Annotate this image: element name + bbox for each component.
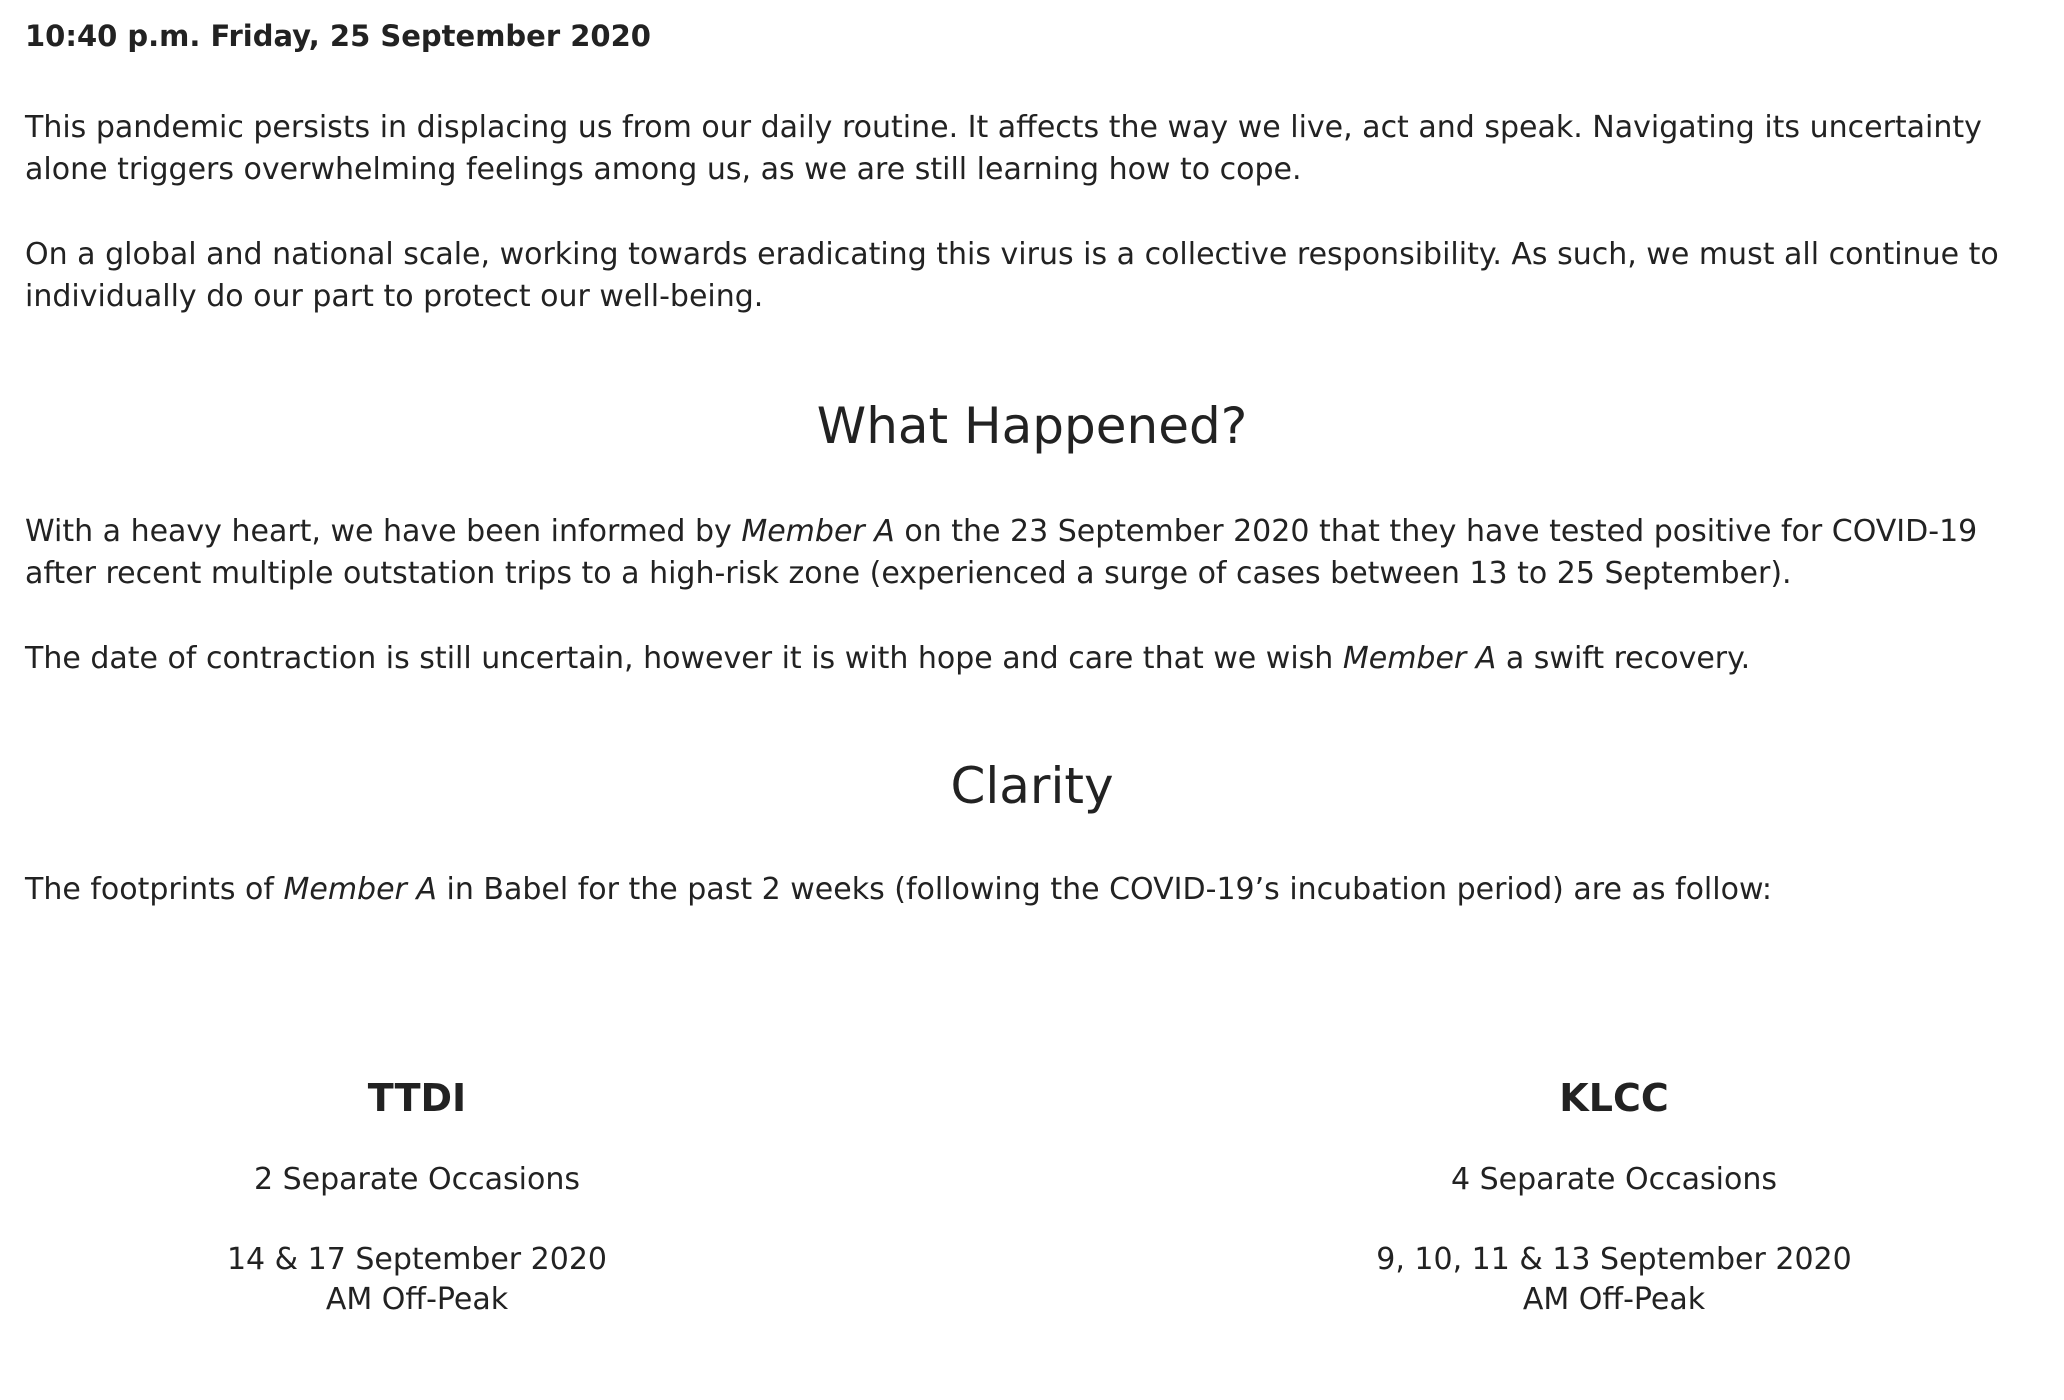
post-timestamp: 10:40 p.m. Friday, 25 September 2020 xyxy=(25,19,651,53)
location-occasions: 4 Separate Occasions xyxy=(1451,1162,1777,1197)
location-card-klcc xyxy=(1264,1074,1964,1320)
intro-paragraph-2: On a global and national scale, working towards eradicating this virus is a collective responsibility. As such, we must all continue to individually do our part to protect our well-being. xyxy=(25,237,1999,314)
location-occasions: 2 Separate Occasions xyxy=(254,1162,580,1197)
clarity-paragraph: The footprints of Member A in Babel for the past 2 weeks (following the COVID-19’s incubation period) are as follow: xyxy=(25,872,1772,907)
member-a-reference: Member A xyxy=(283,872,437,907)
intro-paragraph-1: This pandemic persists in displacing us from our daily routine. It affects the way we live, act and speak. Navigating its uncertainty alone triggers overwhelming feelings among us, as we are still learning how to cope. xyxy=(25,110,1982,187)
location-time: AM Off-Peak xyxy=(325,1282,509,1317)
location-dates: 14 & 17 September 2020 xyxy=(226,1242,608,1277)
member-a-reference: Member A xyxy=(1342,641,1497,676)
what-happened-paragraph-2: The date of contraction is still uncertain, however it is with hope and care that we wish Member A a swift recovery. xyxy=(25,641,1751,676)
what-happened-heading: What Happened? xyxy=(816,397,1248,455)
location-card-ttdi xyxy=(67,1074,767,1320)
clarity-heading: Clarity xyxy=(950,757,1114,815)
location-name: TTDI xyxy=(367,1076,467,1120)
location-name: KLCC xyxy=(1559,1076,1669,1120)
location-dates: 9, 10, 11 & 13 September 2020 xyxy=(1376,1242,1852,1277)
what-happened-paragraph-1: With a heavy heart, we have been informed by Member A on the 23 September 2020 that they have tested positive for COVID-19 after recent multiple outstation trips to a high-risk zone (experienced a surge of cases between 13 to 25 September). xyxy=(25,514,1978,591)
member-a-reference: Member A xyxy=(741,514,895,549)
location-time: AM Off-Peak xyxy=(1522,1282,1706,1317)
